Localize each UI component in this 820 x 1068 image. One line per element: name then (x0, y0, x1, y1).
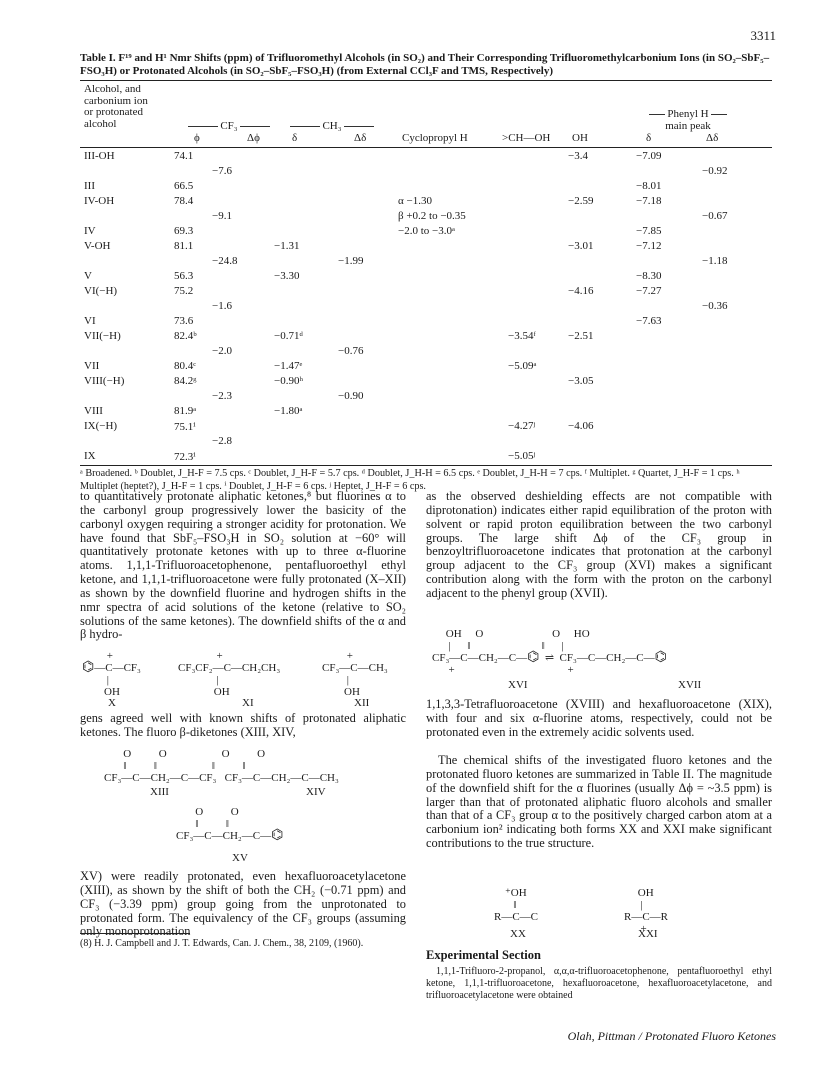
table-cell-name: III (84, 180, 95, 192)
header-delta: δ (292, 132, 298, 144)
header-ch3: CH₃ (276, 121, 388, 133)
right-paragraph-2: 1,1,3,3-Tetrafluoroacetone (XVIII) and hexafluoroacetone (XIX), with four and six α-fluorine atoms, respectively, could not be protonated even in the extremely acidic solvents used. (426, 697, 772, 739)
structure-xxi-label: XXI (638, 928, 658, 940)
table-cell-dphi: −2.3 (212, 390, 232, 402)
table-cell-d: −1.80ᵃ (274, 405, 303, 417)
table-cell-cyc: −2.0 to −3.0ᵃ (398, 225, 455, 237)
table-cell-phi: 72.3ⁱ (174, 451, 196, 463)
table-cell-name: VI (84, 315, 96, 327)
table-cell-oh: −3.01 (568, 240, 594, 252)
header-delta-delta: Δδ (354, 132, 367, 144)
structure-xii-label: XII (354, 697, 370, 709)
header-delta-phi: Δϕ (247, 132, 260, 144)
left-column-rule (80, 933, 190, 934)
table-cell-phi: 81.9ᵃ (174, 405, 197, 417)
running-footer: Olah, Pittman / Protonated Fluoro Ketones (567, 1029, 776, 1043)
table-cell-phi: 73.6 (174, 315, 194, 327)
table-cell-d: −0.90ʰ (274, 375, 303, 387)
structure-xiii-xiv: O O O O ‖ ‖ ‖ ‖ CF₃—C—CH₂—C—CF₃ CF₃—C—CH₂—C—CH₃ (104, 748, 339, 784)
header-alcohol: Alcohol, and carbonium ion or protonated alcohol (84, 83, 148, 130)
table-cell-ph: −7.12 (636, 240, 662, 252)
table-cell-name: III-OH (84, 150, 115, 162)
header-oh: OH (572, 132, 588, 144)
table-cell-oh: −4.16 (568, 285, 594, 297)
left-paragraph-2: gens agreed well with known shifts of protonated aliphatic ketones. The fluoro β-diketones (XIII, XIV, (80, 711, 406, 739)
table-cell-phdd: −0.92 (702, 165, 728, 177)
table-cell-ph: −7.27 (636, 285, 662, 297)
header-cf3: CF₃ (174, 121, 284, 133)
table-cell-phi: 75.2 (174, 285, 194, 297)
structure-xii: + CF₃—C—CH₃ | OH (322, 650, 388, 698)
table-cell-dphi: −2.0 (212, 345, 232, 357)
experimental-text: 1,1,1-Trifluoro-2-propanol, α,α,α-trifluoroacetophenone, pentafluoroethyl ethyl ketone, 1,1,1-trifluoroacetone, hexafluoroacetone, hexafluoroacetylacetone, and trifluoroacetylacetone were obtained (426, 966, 772, 1001)
structure-xxi: OH | R—C—R + (624, 887, 669, 935)
experimental-heading: Experimental Section (426, 948, 541, 962)
table-cell-phi: 84.2ᵍ (174, 375, 197, 387)
structure-xx-label: XX (510, 928, 526, 940)
structure-x-label: X (108, 697, 116, 709)
table-cell-name: V-OH (84, 240, 111, 252)
table-cell-choh: −5.09ᵃ (508, 360, 537, 372)
table-cell-name: IX (84, 450, 96, 462)
table-cell-dphi: −1.6 (212, 300, 232, 312)
table-cell-choh: −5.05ʲ (508, 450, 536, 462)
table-cell-ph: −7.18 (636, 195, 662, 207)
table-cell-phi: 69.3 (174, 225, 194, 237)
table-cell-name: V (84, 270, 92, 282)
table-cell-oh: −3.4 (568, 150, 588, 162)
structure-x: + ⌬—C—CF₃ | OH (82, 650, 141, 698)
table-cell-cyc: β +0.2 to −0.35 (398, 210, 466, 222)
table-cell-oh: −2.51 (568, 330, 594, 342)
table-cell-oh: −4.06 (568, 420, 594, 432)
header-phenyl-dd: Δδ (706, 132, 719, 144)
structure-xiii-label: XIII (150, 786, 169, 798)
table-cell-d: −3.30 (274, 270, 300, 282)
table-cell-phi: 66.5 (174, 180, 194, 192)
table-cell-phi: 82.4ᵇ (174, 330, 197, 342)
reference-8: (8) H. J. Campbell and J. T. Edwards, Can. J. Chem., 38, 2109, (1960). (80, 938, 364, 949)
right-paragraph-3: The chemical shifts of the investigated fluoro ketones and the protonated fluoro ketones are summarized in Table II. The magnitude of the downfield shift for the α fluorines (usually Δϕ = ~3.5 ppm) is larger than that of protonated aliphatic fluoro alcohols and smaller than that of a CF₃ group α to the positively charged carbon atom at a carbonium ion² indicating both forms XX and XXI make significant contributions to the true structure. (426, 753, 772, 851)
right-paragraph-1: as the observed deshielding effects are not compatible with diprotonation) indicates either rapid equilibration of the proton with solvent or rapid proton equilibration between the two carbonyl groups. The large shift Δϕ of the CF₃ group in benzoyltrifluoroacetone indicates that protonation at the carbonyl group adjacent to the CF₃ group (XVI) makes a significant contribution along with the form with the proton on the carbonyl adjacent to the phenyl group (XVII). (426, 489, 772, 600)
table-cell-ph: −7.63 (636, 315, 662, 327)
table-cell-name: VI(−H) (84, 285, 118, 297)
table-cell-name: IV (84, 225, 96, 237)
table-cell-choh: −3.54ᶠ (508, 330, 536, 342)
structure-xv: O O ‖ ‖ CF₃—C—CH₂—C—⌬ (176, 806, 284, 843)
table-cell-dd: −0.90 (338, 390, 364, 402)
table-cell-phi: 75.1ⁱ (174, 421, 196, 433)
header-ch-oh: >CH—OH (502, 132, 551, 144)
table-cell-phi: 74.1 (174, 150, 194, 162)
table-cell-dphi: −7.6 (212, 165, 232, 177)
table-cell-phdd: −1.18 (702, 255, 728, 267)
table-cell-phi: 78.4 (174, 195, 194, 207)
table-cell-ph: −8.30 (636, 270, 662, 282)
page-number: 3311 (750, 28, 776, 43)
table-cell-dphi: −9.1 (212, 210, 232, 222)
table-cell-name: IX(−H) (84, 420, 118, 432)
table-cell-name: IV-OH (84, 195, 115, 207)
left-paragraph-1: to quantitatively protonate aliphatic ketones,⁸ but fluorines α to the carbonyl group progressively lower the basicity of the carbonyl oxygen requiring a stronger acidity for protonation. We have found that SbF₅–FSO₃H in SO₂ solution at −60° will quantitatively protonate ketones with up to three α-fluorine atoms. 1,1,1-Trifluoroacetophenone, pentafluoroethyl ethyl ketone, and 1,1,1-trifluoroacetone were fully protonated (X–XII) as shown by the downfield fluorine and hydrogen shifts in the nmr spectra of acid solutions of the ketone (relative to SO₂ solutions of the same ketones). The downfield shifts of the α and β hydro- (80, 489, 406, 642)
table-cell-dphi: −2.8 (212, 435, 232, 447)
table-cell-cyc: α −1.30 (398, 195, 432, 207)
table-cell-dphi: −24.8 (212, 255, 238, 267)
table-cell-dd: −1.99 (338, 255, 364, 267)
structure-xvi-label: XVI (508, 679, 528, 691)
table-footnotes: ᵃ Broadened. ᵇ Doublet, J_H-F = 7.5 cps. ᶜ Doublet, J_H-F = 5.7 cps. ᵈ Doublet, J_H-H = 6.5 cps. ᵉ Doublet, J_H-H = 7 cps. ᶠ Multiplet. ᵍ Quartet, J_H-F = 1 cps. ʰ Multiplet (heptet?), J_H-F = 1 cps. ⁱ Doublet, J_H-F = 6 cps. ʲ Heptet, J_H-F = 6 cps. (80, 468, 740, 492)
header-phenyl: Phenyl H (628, 109, 748, 121)
table-cell-phdd: −0.36 (702, 300, 728, 312)
table-cell-choh: −4.27ʲ (508, 420, 536, 432)
header-phenyl-sub: main peak (665, 120, 711, 132)
structure-xx: ⁺OH ‖ R—C—C (494, 887, 539, 923)
structure-xi-label: XI (242, 697, 254, 709)
table-cell-d: −1.31 (274, 240, 300, 252)
table-cell-phdd: −0.67 (702, 210, 728, 222)
table-cell-phi: 81.1 (174, 240, 194, 252)
table-cell-ph: −7.85 (636, 225, 662, 237)
table-cell-name: VIII (84, 405, 103, 417)
table-caption: Table I. F¹⁹ and H¹ Nmr Shifts (ppm) of Trifluoromethyl Alcohols (in SO₂) and Their Corresponding Trifluoromethylcarbonium Ions (in SO₂–SbF₅–FSO₃H) or Protonated Alcohols (in SO₂–SbF₅–FSO₃H) (from External CCl₃F and TMS, Respectively) (80, 52, 770, 77)
table-cell-oh: −2.59 (568, 195, 594, 207)
structure-xi: + CF₃CF₂—C—CH₂CH₃ | OH (178, 650, 281, 698)
table-cell-name: VII (84, 360, 100, 372)
table-header-rule (80, 147, 772, 148)
table-cell-phi: 56.3 (174, 270, 194, 282)
table-cell-phi: 80.4ᶜ (174, 360, 197, 372)
table-cell-ph: −8.01 (636, 180, 662, 192)
header-cyclopropyl: Cyclopropyl H (402, 132, 468, 144)
structure-xv-label: XV (232, 852, 248, 864)
structure-xvi-xvii: OH O O HO | ‖ ‖ | CF₃—C—CH₂—C—⌬ ⇌ CF₃—C—CH₂—C—⌬ + + (432, 628, 667, 676)
header-phenyl-delta: δ (646, 132, 652, 144)
left-paragraph-3: XV) were readily protonated, even hexafluoroacetylacetone (XIII), as shown by the shift of both the CH₂ (−0.71 ppm) and CF₃ (−3.39 ppm) group going from the unprotonated to protonated form. The equivalency of the CF₃ groups (assuming only monoprotonation (80, 869, 406, 939)
table-cell-oh: −3.05 (568, 375, 594, 387)
table-cell-dd: −0.76 (338, 345, 364, 357)
header-phi: ϕ (194, 132, 200, 144)
table-cell-name: VIII(−H) (84, 375, 125, 387)
table-top-rule (80, 80, 772, 81)
table-cell-d: −0.71ᵈ (274, 330, 303, 342)
table-cell-name: VII(−H) (84, 330, 121, 342)
table-cell-d: −1.47ᵉ (274, 360, 303, 372)
table-cell-ph: −7.09 (636, 150, 662, 162)
structure-xiv-label: XIV (306, 786, 326, 798)
table-bottom-rule (80, 465, 772, 466)
structure-xvii-label: XVII (678, 679, 702, 691)
